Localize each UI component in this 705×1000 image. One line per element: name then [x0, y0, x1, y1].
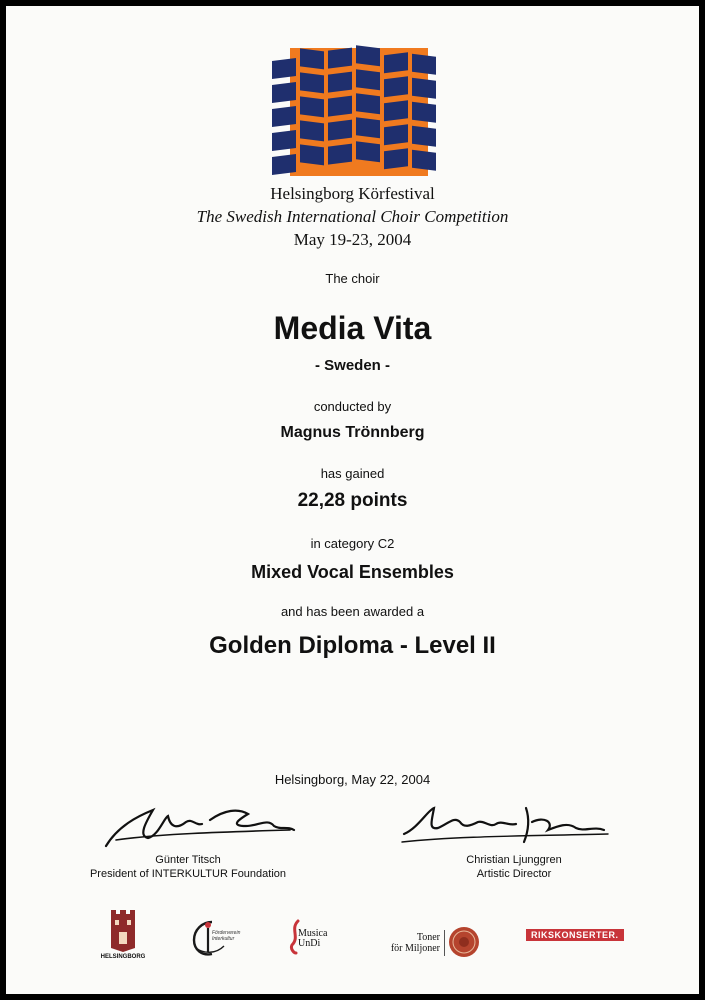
- logo-weave-block: [300, 96, 324, 117]
- choir-intro: The choir: [325, 271, 380, 286]
- logo-weave-block: [272, 130, 296, 151]
- musica-logo: [288, 919, 334, 955]
- interkultur-logo: [188, 918, 262, 958]
- logo-weave-block: [300, 48, 324, 69]
- logo-weave-block: [384, 100, 408, 121]
- logo-weave-block: [272, 82, 296, 103]
- conductor-name: Magnus Trönnberg: [280, 424, 425, 441]
- signatory-1-name: Günter Titsch: [155, 854, 221, 866]
- toner-logo: [386, 926, 480, 962]
- musica-text: Musica UnDi: [298, 928, 328, 949]
- conducted-by-label: conducted by: [313, 399, 392, 414]
- logo-weave-block: [328, 120, 352, 141]
- helsingborg-logo: [98, 910, 148, 960]
- toner-text: [386, 932, 440, 954]
- signature-ljunggren: [398, 802, 612, 850]
- festival-name: Helsingborg Körfestival: [270, 184, 435, 203]
- logo-weave-block: [412, 78, 436, 99]
- logo-weave-block: [384, 52, 408, 73]
- logo-weave-block: [356, 93, 380, 114]
- logo-weave-block: [328, 144, 352, 165]
- signatory-1-title: President of INTERKULTUR Foundation: [89, 868, 287, 880]
- logo-weave-block: [272, 58, 296, 79]
- festival-logo: [270, 44, 446, 178]
- choir-name: Media Vita: [273, 310, 432, 346]
- toner-line-1: Toner: [416, 932, 440, 943]
- festival-dates: May 19-23, 2004: [293, 230, 412, 249]
- signature-titsch: [98, 796, 298, 852]
- toner-line-2: för Miljoner: [390, 943, 440, 954]
- logo-weave-block: [384, 76, 408, 97]
- logo-weave-block: [356, 45, 380, 66]
- logo-weave-block: [300, 144, 324, 165]
- festival-subtitle: The Swedish International Choir Competition: [196, 207, 509, 226]
- gained-label: has gained: [320, 466, 385, 481]
- logo-weave-block: [272, 106, 296, 127]
- logo-weave-block: [412, 54, 436, 75]
- award-title: Golden Diploma - Level II: [209, 632, 496, 659]
- place-date: Helsingborg, May 22, 2004: [274, 772, 431, 787]
- logo-weave-block: [328, 72, 352, 93]
- castle-icon: [105, 910, 141, 952]
- logo-weave-block: [300, 72, 324, 93]
- logo-weave-block: [412, 102, 436, 123]
- rikskonserter-logo: RIKSKONSERTER.: [526, 929, 624, 941]
- signatory-1: [68, 853, 308, 881]
- logo-weave-block: [272, 154, 296, 175]
- choir-country: - Sweden -: [314, 357, 390, 374]
- toner-seal-icon: [448, 926, 480, 958]
- logo-weave-block: [412, 126, 436, 147]
- signatory-2-title: Artistic Director: [476, 868, 552, 880]
- category-name: Mixed Vocal Ensembles: [251, 562, 454, 582]
- logo-weave-block: [328, 48, 352, 69]
- awarded-label: and has been awarded a: [280, 604, 425, 619]
- signatory-2: [414, 853, 614, 881]
- logo-weave-block: [384, 124, 408, 145]
- helsingborg-text: HELSINGBORG: [100, 954, 146, 960]
- interkultur-text: Förderverein Interkultur: [212, 930, 241, 942]
- logo-weave-block: [328, 96, 352, 117]
- logo-weave-block: [356, 117, 380, 138]
- logo-weave-block: [356, 69, 380, 90]
- logo-weave-block: [412, 150, 436, 171]
- logo-weave-block: [300, 120, 324, 141]
- category-label: in category C2: [310, 536, 395, 551]
- signatory-2-name: Christian Ljunggren: [466, 854, 562, 866]
- logo-weave-block: [356, 141, 380, 162]
- toner-divider: [444, 930, 445, 956]
- diploma-page: [6, 6, 699, 994]
- logo-weave-block: [384, 148, 408, 169]
- points-value: 22,28 points: [297, 490, 408, 511]
